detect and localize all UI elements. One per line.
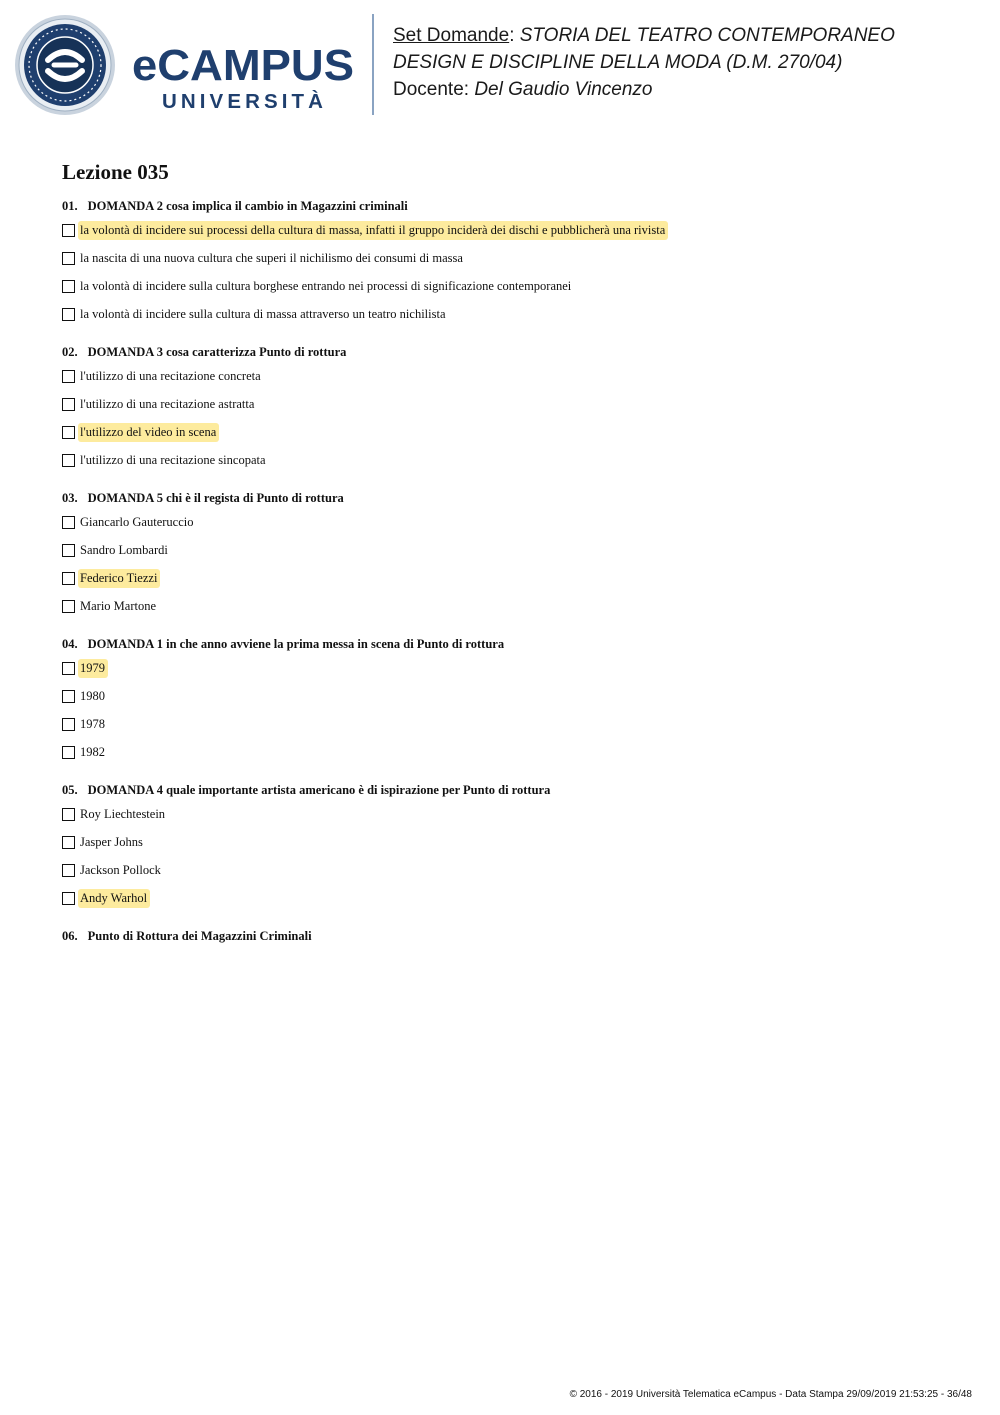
answer-option[interactable] [62,362,962,390]
question-number: 05. [62,783,78,797]
question-block [62,342,962,474]
answer-checkbox[interactable] [62,280,75,293]
question-number: 03. [62,491,78,505]
lesson-title: Lezione 035 [62,160,169,184]
question-block [62,780,962,912]
answer-checkbox[interactable] [62,398,75,411]
question-heading [62,926,962,946]
answer-checkbox[interactable] [62,864,75,877]
answer-checkbox[interactable] [62,662,75,675]
answer-text-highlighted: Federico Tiezzi [78,569,160,588]
answer-option[interactable] [62,738,962,766]
answer-text: la volontà di incidere sulla cultura borghese entrando nei processi di significazione contemporanei [80,278,572,293]
question-number: 04. [62,637,78,651]
answer-option[interactable] [62,654,962,682]
answer-option[interactable] [62,564,962,592]
answer-option[interactable] [62,828,962,856]
answer-option[interactable] [62,592,962,620]
answer-checkbox[interactable] [62,746,75,759]
set-label: Set Domande [393,25,510,46]
answer-checkbox[interactable] [62,892,75,905]
header-info [393,22,895,103]
answer-option[interactable] [62,508,962,536]
answer-option[interactable] [62,300,962,328]
page-header [0,0,1000,130]
answer-option[interactable] [62,856,962,884]
answer-checkbox[interactable] [62,690,75,703]
answer-option[interactable] [62,884,962,912]
answer-text-highlighted: l'utilizzo del video in scena [78,423,219,442]
answer-option[interactable] [62,800,962,828]
answer-text: Jasper Johns [80,834,143,849]
answer-text: l'utilizzo di una recitazione concreta [80,368,261,383]
answer-checkbox[interactable] [62,544,75,557]
answer-checkbox[interactable] [62,718,75,731]
answer-checkbox[interactable] [62,308,75,321]
answer-text: Roy Liechtestein [80,806,166,821]
answer-checkbox[interactable] [62,516,75,529]
question-block [62,926,962,946]
question-text: DOMANDA 4 quale importante artista americano è di ispirazione per Punto di rottura [87,783,551,797]
answer-checkbox[interactable] [62,370,75,383]
answer-text: Sandro Lombardi [80,542,168,557]
answer-text: la nascita di una nuova cultura che superi il nichilismo dei consumi di massa [80,250,463,265]
question-heading [62,780,962,800]
answer-option[interactable] [62,682,962,710]
answer-option[interactable] [62,216,962,244]
page-footer: © 2016 - 2019 Università Telematica eCampus - Data Stampa 29/09/2019 21:53:25 - 36/48 [569,1389,972,1400]
ecampus-seal-logo [14,14,116,116]
answer-checkbox[interactable] [62,572,75,585]
answer-text: Giancarlo Gauteruccio [80,514,194,529]
question-text: DOMANDA 2 cosa implica il cambio in Magazzini criminali [87,199,408,213]
question-text: Punto di Rottura dei Magazzini Criminali [87,929,312,943]
answer-option[interactable] [62,710,962,738]
answer-checkbox[interactable] [62,252,75,265]
docente-line [393,76,895,103]
answer-text: la volontà di incidere sulla cultura di massa attraverso un teatro nichilista [80,306,446,321]
question-number: 01. [62,199,78,213]
header-divider [372,14,374,115]
answer-text: 1982 [80,744,105,759]
answer-text: 1978 [80,716,105,731]
question-text: DOMANDA 5 chi è il regista di Punto di rottura [87,491,344,505]
question-text: DOMANDA 3 cosa caratterizza Punto di rottura [87,345,347,359]
question-heading [62,196,962,216]
answer-option[interactable] [62,446,962,474]
answer-text: l'utilizzo di una recitazione astratta [80,396,255,411]
question-list [62,196,962,960]
answer-text-highlighted: Andy Warhol [78,889,150,908]
answer-checkbox[interactable] [62,600,75,613]
answer-option[interactable] [62,272,962,300]
course-title: STORIA DEL TEATRO CONTEMPORANEO [519,25,895,46]
answer-checkbox[interactable] [62,454,75,467]
question-heading [62,488,962,508]
question-block [62,196,962,328]
question-heading [62,342,962,362]
answer-text: 1980 [80,688,105,703]
question-number: 02. [62,345,78,359]
course-line-1: Set Domande: STORIA DEL TEATRO CONTEMPORANEO [393,25,895,46]
answer-text-highlighted: 1979 [78,659,108,678]
question-number: 06. [62,929,78,943]
docente-label: Docente: [393,79,470,100]
course-line-2: DESIGN E DISCIPLINE DELLA MODA (D.M. 270/04) [393,52,843,73]
answer-option[interactable] [62,390,962,418]
logo-brand-top: eCAMPUS [132,41,354,90]
question-block [62,634,962,766]
question-heading [62,634,962,654]
answer-checkbox[interactable] [62,224,75,237]
answer-text: Mario Martone [80,598,157,613]
answer-checkbox[interactable] [62,426,75,439]
answer-option[interactable] [62,418,962,446]
answer-option[interactable] [62,536,962,564]
question-text: DOMANDA 1 in che anno avviene la prima messa in scena di Punto di rottura [87,637,505,651]
logo-brand-bottom: UNIVERSITÀ [162,91,324,112]
answer-text-highlighted: la volontà di incidere sui processi della cultura di massa, infatti il gruppo inciderà dei dischi e pubblicherà una rivista [78,221,668,240]
answer-text: Jackson Pollock [80,862,161,877]
question-block [62,488,962,620]
answer-checkbox[interactable] [62,808,75,821]
ecampus-wordmark-logo [132,40,357,112]
answer-text: l'utilizzo di una recitazione sincopata [80,452,266,467]
answer-option[interactable] [62,244,962,272]
answer-checkbox[interactable] [62,836,75,849]
docente-name: Del Gaudio Vincenzo [474,79,653,100]
